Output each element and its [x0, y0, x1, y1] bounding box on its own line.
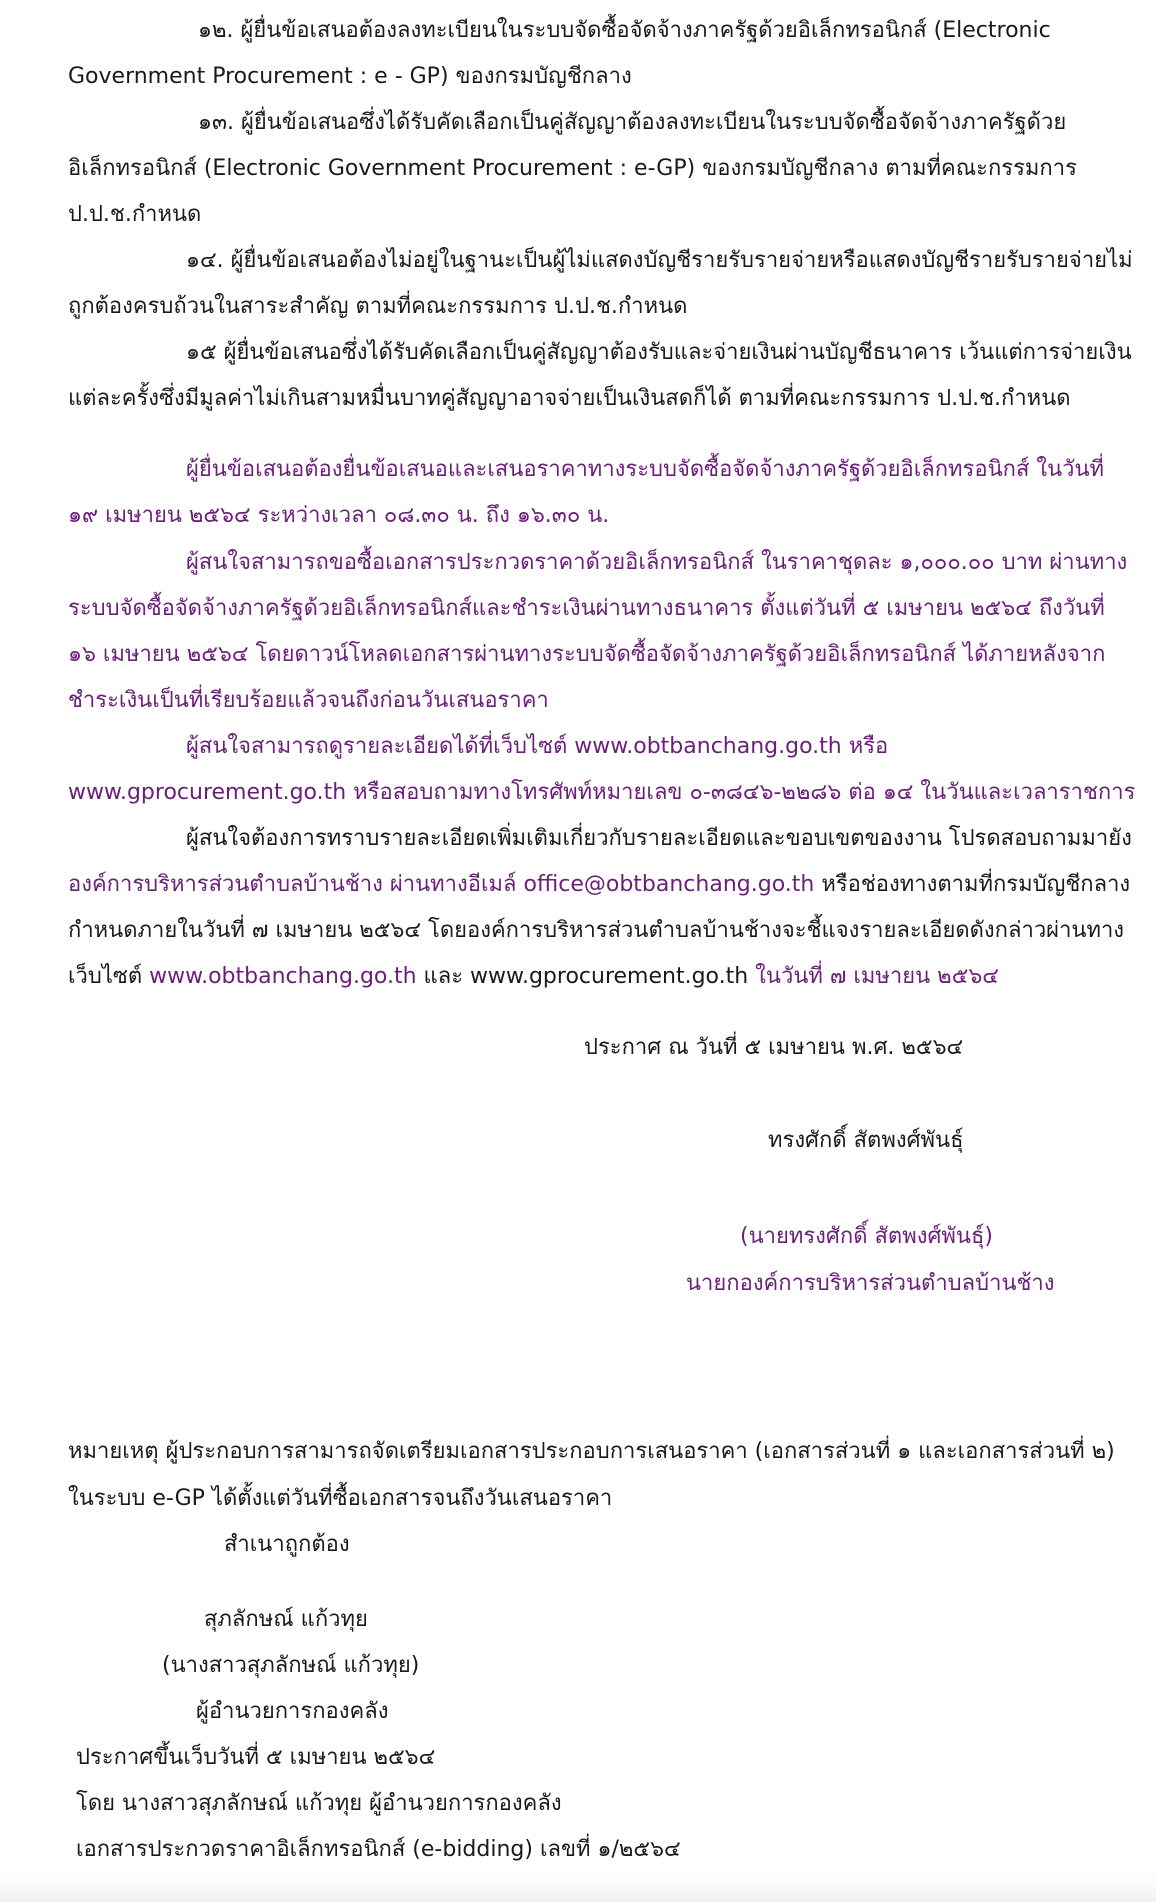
signature-position: นายกองค์การบริหารส่วนตำบลบ้านช้าง — [686, 1271, 1055, 1296]
clause-13-line-3: ป.ป.ช.กำหนด — [68, 202, 202, 227]
website-link-gprocurement-2[interactable]: www.gprocurement.go.th — [470, 964, 749, 989]
details-text: ผู้สนใจสามารถดูรายละเอียดได้ที่เว็บไซต์ — [186, 734, 575, 759]
details-or: หรือ — [841, 734, 889, 759]
footer-by: โดย นางสาวสุภลักษณ์ แก้วทุย ผู้อำนวยการกองคลัง — [76, 1791, 562, 1816]
footer-doc-no: เอกสารประกวดราคาอิเล็กทรอนิกส์ (e-bidding) เลขที่ ๑/๒๕๖๔ — [76, 1837, 681, 1862]
clause-15-line-1: ๑๕ ผู้ยื่นข้อเสนอซึ่งได้รับคัดเลือกเป็นคู่สัญญาต้องรับและจ่ายเงินผ่านบัญชีธนาคาร เว้นแต่การจ่ายเงิน — [186, 340, 1132, 365]
signature-name: ทรงศักดิ์ สัตพงศ์พันธุ์ — [768, 1128, 964, 1153]
clause-15-line-2: แต่ละครั้งซึ่งมีมูลค่าไม่เกินสามหมื่นบาทคู่สัญญาอาจจ่ายเป็นเงินสดก็ได้ ตามที่คณะกรรมการ ป.ป.ช.กำหนด — [68, 386, 1071, 411]
clause-14-line-1: ๑๔. ผู้ยื่นข้อเสนอต้องไม่อยู่ในฐานะเป็นผู้ไม่แสดงบัญชีรายรับรายจ่ายหรือแสดงบัญชีรายรับรายจ่ายไม่ — [186, 248, 1133, 273]
website-link-obtbanchang-2[interactable]: www.obtbanchang.go.th — [149, 964, 417, 989]
inquiry-website-label: เว็บไซต์ — [68, 964, 150, 989]
website-link-gprocurement[interactable]: www.gprocurement.go.th — [68, 780, 347, 805]
certified-position: ผู้อำนวยการกองคลัง — [196, 1699, 389, 1724]
note-line-1: หมายเหตุ ผู้ประกอบการสามารถจัดเตรียมเอกสารประกอบการเสนอราคา (เอกสารส่วนที่ ๑ และเอกสารส่วนที่ ๒) — [68, 1439, 1115, 1464]
inquiry-line-1: ผู้สนใจต้องการทราบรายละเอียดเพิ่มเติมเกี่ยวกับรายละเอียดและขอบเขตของงาน โปรดสอบถามมายัง — [186, 826, 1132, 851]
purchase-line-1: ผู้สนใจสามารถขอซื้อเอกสารประกวดราคาด้วยอิเล็กทรอนิกส์ ในราคาชุดละ ๑,๐๐๐.๐๐ บาท ผ่านทาง — [186, 550, 1128, 575]
website-link-obtbanchang[interactable]: www.obtbanchang.go.th — [574, 734, 842, 759]
email-link[interactable]: office@obtbanchang.go.th — [523, 872, 815, 897]
submission-line-2: ๑๙ เมษายน ๒๕๖๔ ระหว่างเวลา ๐๘.๓๐ น. ถึง ๑๖.๓๐ น. — [68, 503, 610, 528]
inquiry-date-text: ในวันที่ ๗ เมษายน ๒๕๖๔ — [748, 964, 999, 989]
details-phone-text: หรือสอบถามทางโทรศัพท์หมายเลข ๐-๓๘๔๖-๒๒๘๖ ต่อ ๑๔ ในวันและเวลาราชการ — [346, 780, 1136, 805]
inquiry-org-text: องค์การบริหารส่วนตำบลบ้านช้าง ผ่านทางอีเมล์ — [68, 872, 524, 897]
inquiry-line-4 — [68, 962, 999, 992]
submission-line-1: ผู้ยื่นข้อเสนอต้องยื่นข้อเสนอและเสนอราคาทางระบบจัดซื้อจัดจ้างภาครัฐด้วยอิเล็กทรอนิกส์ ในวันที่ — [186, 457, 1105, 482]
announce-date: ประกาศ ณ วันที่ ๕ เมษายน พ.ศ. ๒๕๖๔ — [584, 1035, 964, 1060]
note-line-2: ในระบบ e-GP ได้ตั้งแต่วันที่ซื้อเอกสารจนถึงวันเสนอราคา — [68, 1486, 613, 1511]
certified-name: สุภลักษณ์ แก้วทุย — [204, 1607, 368, 1632]
purchase-line-2: ระบบจัดซื้อจัดจ้างภาครัฐด้วยอิเล็กทรอนิกส์และชำระเงินผ่านทางธนาคาร ตั้งแต่วันที่ ๕ เมษายน ๒๕๖๔ ถึงวันที่ — [68, 596, 1105, 621]
clause-13-line-2: อิเล็กทรอนิกส์ (Electronic Government Procurement : e-GP) ของกรมบัญชีกลาง ตามที่คณะกรรมการ — [68, 156, 1077, 181]
clause-13-line-1: ๑๓. ผู้ยื่นข้อเสนอซึ่งได้รับคัดเลือกเป็นคู่สัญญาต้องลงทะเบียนในระบบจัดซื้อจัดจ้างภาครัฐด้วย — [198, 110, 1067, 135]
bottom-edge-shadow — [0, 1872, 1156, 1902]
clause-12-line-1: ๑๒. ผู้ยื่นข้อเสนอต้องลงทะเบียนในระบบจัดซื้อจัดจ้างภาครัฐด้วยอิเล็กทรอนิกส์ (Electronic — [198, 18, 1051, 43]
clause-14-line-2: ถูกต้องครบถ้วนในสาระสำคัญ ตามที่คณะกรรมการ ป.ป.ช.กำหนด — [68, 294, 688, 319]
certified-label: สำเนาถูกต้อง — [224, 1532, 350, 1557]
inquiry-channel-text: หรือช่องทางตามที่กรมบัญชีกลาง — [814, 872, 1131, 897]
details-line-2 — [68, 778, 1135, 808]
footer-posted: ประกาศขึ้นเว็บวันที่ ๕ เมษายน ๒๕๖๔ — [76, 1745, 436, 1770]
inquiry-line-3: กำหนดภายในวันที่ ๗ เมษายน ๒๕๖๔ โดยองค์การบริหารส่วนตำบลบ้านช้างจะชี้แจงรายละเอียดดังกล่าวผ่านทาง — [68, 918, 1125, 943]
purchase-line-3: ๑๖ เมษายน ๒๕๖๔ โดยดาวน์โหลดเอกสารผ่านทางระบบจัดซื้อจัดจ้างภาครัฐด้วยอิเล็กทรอนิกส์ ได้ภายหลังจาก — [68, 642, 1106, 667]
details-line-1 — [186, 732, 888, 762]
inquiry-line-2 — [68, 870, 1130, 900]
certified-full-name: (นางสาวสุภลักษณ์ แก้วทุย) — [162, 1653, 420, 1678]
inquiry-and: และ — [416, 964, 471, 989]
clause-12-line-2: Government Procurement : e - GP) ของกรมบัญชีกลาง — [68, 64, 632, 89]
purchase-line-4: ชำระเงินเป็นที่เรียบร้อยแล้วจนถึงก่อนวันเสนอราคา — [68, 688, 549, 713]
signature-full-name: (นายทรงศักดิ์ สัตพงศ์พันธุ์) — [740, 1224, 993, 1249]
